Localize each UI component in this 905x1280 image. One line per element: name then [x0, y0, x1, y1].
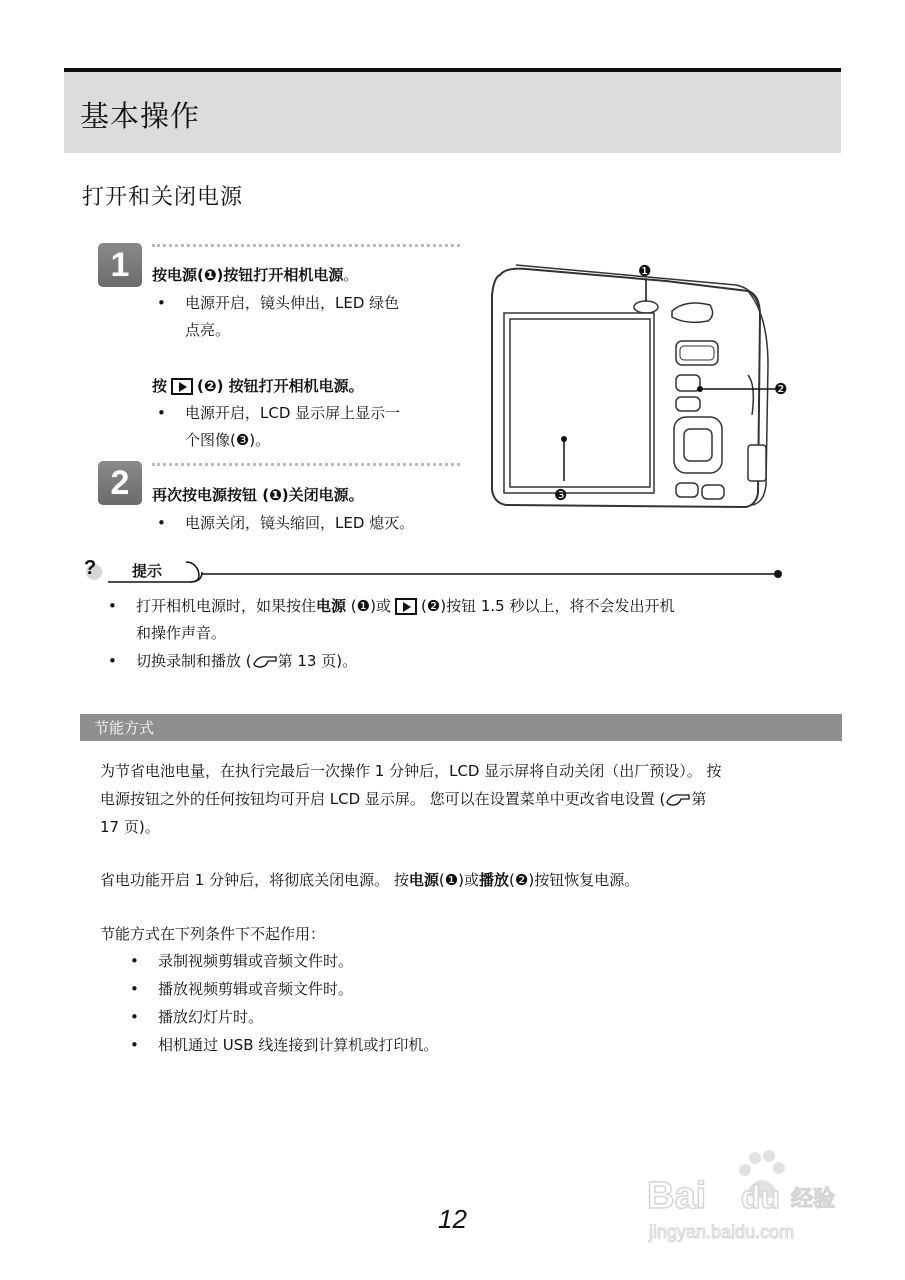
- power-save-conditions: [130, 947, 730, 1059]
- list-item: • 录制视频剪辑或音频文件时。: [130, 952, 354, 970]
- step-1-bullet-2: • 电源开启，LCD 显示屏上显示一 个图像(❸)。: [157, 404, 401, 449]
- callout-1: ❶: [638, 262, 652, 280]
- svg-text:jingyan.baidu.com: jingyan.baidu.com: [649, 1222, 795, 1242]
- svg-text:Bai: Bai: [647, 1175, 707, 1217]
- step-1-instruction-1: 按电源(❶)按钮打开相机电源。: [152, 266, 359, 284]
- power-save-paragraph-2: 省电功能开启 1 分钟后，将彻底关闭电源。 按电源(❶)或播放(❷)按钮恢复电源。: [100, 871, 640, 889]
- baidu-watermark-logo: [645, 1148, 845, 1248]
- play-icon: [171, 378, 193, 395]
- power-save-paragraph-1: 为节省电池电量，在执行完最后一次操作 1 分钟后，LCD 显示屏将自动关闭（出厂预设）。 按 电源按钮之外的任何按钮均可开启 LCD 显示屏。 您可以在设置菜单中更改省电设置 ( 第 17 页)。: [100, 762, 722, 836]
- svg-text:du: du: [741, 1179, 781, 1215]
- step-2-badge: 2: [98, 461, 142, 505]
- page-reference-icon: [665, 792, 691, 808]
- power-save-paragraph-3: 节能方式在下列条件下不起作用：: [100, 925, 326, 943]
- callout-3: ❸: [554, 486, 568, 504]
- step-2-instruction: 再次按电源按钮 (❶)关闭电源。: [152, 486, 364, 504]
- step-2-bullet-1: • 电源关闭，镜头缩回，LED 熄灭。: [157, 514, 415, 532]
- power-save-title: 节能方式: [94, 719, 155, 737]
- question-icon: [80, 556, 104, 580]
- step-1-dotted-rule: [152, 244, 460, 247]
- callout-2: ❷: [774, 380, 788, 398]
- section-title: 打开和关闭电源: [82, 185, 244, 210]
- page-reference-icon: [252, 654, 278, 670]
- tip-bullet-1: • 打开相机电源时，如果按住电源 (❶)或 (❷)按钮 1.5 秒以上，将不会发出开机 和操作声音。: [108, 597, 675, 642]
- power-save-band: [80, 714, 842, 741]
- step-1-instruction-2: 按 (❷) 按钮打开相机电源。: [152, 377, 364, 395]
- play-icon: [395, 598, 417, 615]
- step-2-dotted-rule: [152, 463, 460, 466]
- svg-text:?: ?: [84, 557, 97, 579]
- page-title: 基本操作: [80, 99, 201, 133]
- tip-bullet-2: • 切换录制和播放 ( 第 13 页)。: [108, 652, 358, 670]
- tip-rule: [106, 560, 786, 588]
- camera-illustration: [486, 255, 796, 525]
- page-number: 12: [438, 1204, 467, 1234]
- list-item: • 相机通过 USB 线连接到计算机或打印机。: [130, 1036, 439, 1054]
- list-item: • 播放幻灯片时。: [130, 1008, 264, 1026]
- svg-text:经验: 经验: [791, 1187, 836, 1212]
- step-1-bullet-1: • 电源开启，镜头伸出，LED 绿色 点亮。: [157, 294, 400, 339]
- tip-label: 提示: [132, 562, 163, 580]
- list-item: • 播放视频剪辑或音频文件时。: [130, 980, 354, 998]
- step-1-badge: 1: [98, 243, 142, 287]
